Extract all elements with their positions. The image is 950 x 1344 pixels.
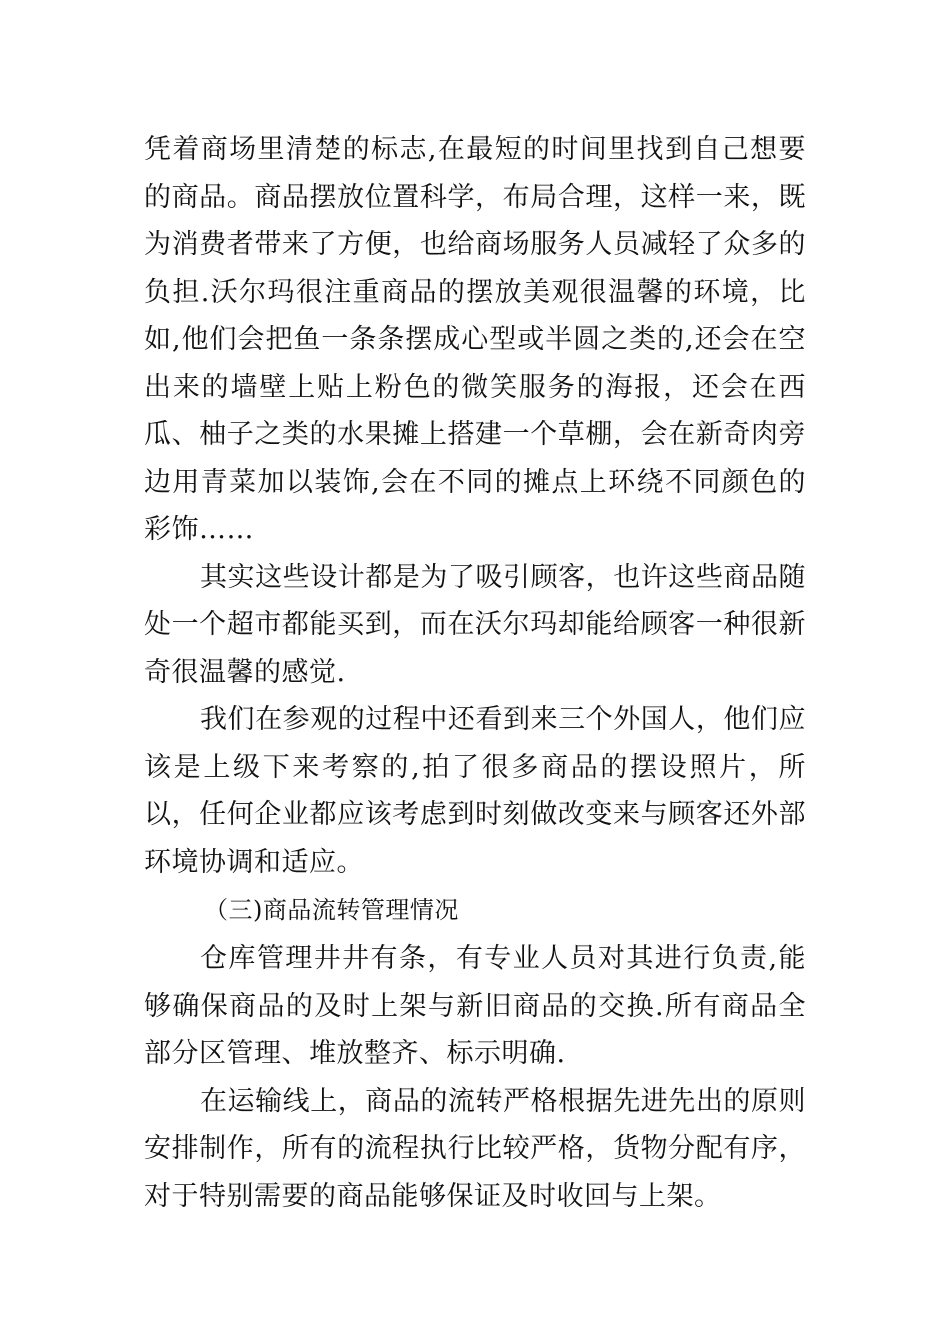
paragraph-design-purpose: 其实这些设计都是为了吸引顾客，也许这些商品随处一个超市都能买到，而在沃尔玛却能给顾客一种很新奇很温馨的感觉. [144, 561, 806, 688]
paragraph-warehouse: 仓库管理井井有条，有专业人员对其进行负责,能够确保商品的及时上架与新旧商品的交换.所有商品全部分区管理、堆放整齐、标示明确. [144, 943, 806, 1069]
section-heading-circulation: （三)商品流转管理情况 [204, 896, 459, 924]
paragraph-transport: 在运输线上，商品的流转严格根据先进先出的原则安排制作，所有的流程执行比较严格，货物分配有序，对于特别需要的商品能够保证及时收回与上架。 [144, 1085, 806, 1212]
paragraph-product-display: 凭着商场里清楚的标志,在最短的时间里找到自己想要的商品。商品摆放位置科学，布局合理，这样一来，既为消费者带来了方便，也给商场服务人员减轻了众多的负担.沃尔玛很注重商品的摆放美观很温馨的环境，比如,他们会把鱼一条条摆成心型或半圆之类的,还会在空出来的墙壁上贴上粉色的微笑服务的海报，还会在西瓜、柚子之类的水果摊上搭建一个草棚，会在新奇肉旁边用青菜加以装饰,会在不同的摊点上环绕不同颜色的彩饰…… [144, 134, 806, 545]
document-body [144, 126, 806, 1220]
paragraph-foreign-visitors: 我们在参观的过程中还看到来三个外国人，他们应该是上级下来考察的,拍了很多商品的摆设照片，所以，任何企业都应该考虑到时刻做改变来与顾客还外部环境协调和适应。 [144, 704, 806, 878]
